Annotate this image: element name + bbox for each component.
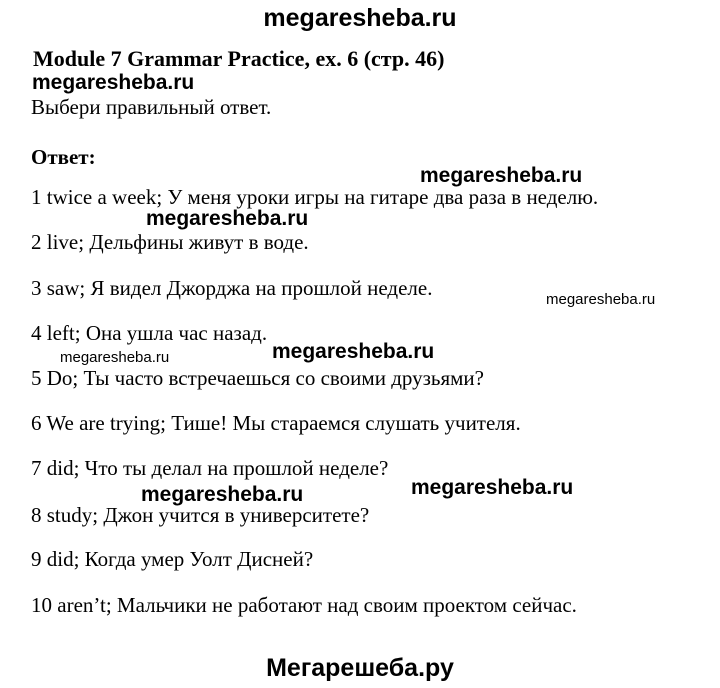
answer-line: 3 saw; Я видел Джорджа на прошлой неделе. <box>31 276 433 300</box>
watermark: megaresheba.ru <box>60 349 170 366</box>
answer-line: 7 did; Что ты делал на прошлой неделе? <box>31 456 389 480</box>
watermark: megaresheba.ru <box>32 71 195 94</box>
answer-line: 9 did; Когда умер Уолт Дисней? <box>31 547 314 571</box>
watermark: megaresheba.ru <box>272 340 435 363</box>
answer-line: 1 twice a week; У меня уроки игры на гитаре два раза в неделю. <box>31 185 599 209</box>
answer-line: 5 Do; Ты часто встречаешься со своими друзьями? <box>31 366 484 390</box>
answer-line: 6 We are trying; Тише! Мы стараемся слушать учителя. <box>31 411 521 435</box>
watermark: megaresheba.ru <box>546 291 656 308</box>
answer-line: 4 left; Она ушла час назад. <box>31 321 268 345</box>
answer-heading: Ответ: <box>31 145 96 169</box>
watermark: megaresheba.ru <box>146 207 309 230</box>
answer-line: 2 live; Дельфины живут в воде. <box>31 230 309 254</box>
watermark: megaresheba.ru <box>141 483 304 506</box>
watermark: megaresheba.ru <box>420 164 583 187</box>
answer-line: 8 study; Джон учится в университете? <box>31 503 370 527</box>
instruction-text: Выбери правильный ответ. <box>31 95 272 119</box>
answer-line: 10 aren’t; Мальчики не работают над своим проектом сейчас. <box>31 593 577 617</box>
site-header: megaresheba.ru <box>263 4 457 32</box>
site-footer: Мегарешеба.ру <box>266 654 454 682</box>
watermark: megaresheba.ru <box>411 476 574 499</box>
page-title: Module 7 Grammar Practice, ex. 6 (стр. 46) <box>33 46 445 71</box>
